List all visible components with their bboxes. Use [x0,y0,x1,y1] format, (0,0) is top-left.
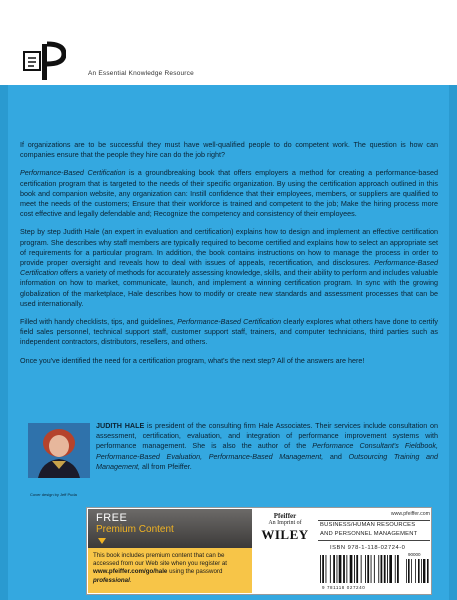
promo-text-c: . [129,576,132,584]
publisher-url: www.pfeiffer.com [390,511,430,517]
barcode-bar [337,555,338,583]
barcode-bar [339,555,342,583]
price-code: 90000 [408,552,421,557]
book-title-italic: Performance-Based Certification [177,317,282,327]
method-text-b: offers a variety of methods for accurately assessing knowledge, skills, and their ability to perform and includes valuable information on how to market, communicate, launch, and implement a winning certification program. In sync with the growing globalization of the marketplace, Hale describes how to modify or create new standards and assessment processes that can be used internationally. [20,268,438,308]
barcode-bar [371,555,372,583]
left-edge-strip [0,85,8,600]
barcode-bar [389,555,392,583]
isbn-barcode [318,553,430,587]
barcode-addon-bar [423,559,425,583]
book-description [20,140,438,373]
promo-password: professional [93,576,130,584]
overview-paragraph [20,168,438,219]
promo-text-b: using the password [167,568,223,576]
right-edge-strip [449,85,457,600]
barcode-bar [374,555,375,583]
features-text-a: Filled with handy checklists, tips, and guidelines, [20,317,178,327]
author-bio-text-a: is president of the consulting firm Hale Associates. Their services include consultation on assessment, certification, evaluation, and integration of performance improvement systems with performance management. She is also the author of the [96,421,438,451]
barcode-bar [326,555,327,583]
subject-line-2: AND PERSONNEL MANAGEMENT [320,531,418,537]
author-bio-text-c: all from Pfeiffer. [139,461,192,471]
promo-free-label: FREE [96,512,128,524]
barcode-bar [361,555,362,583]
closing-paragraph: Once you've identified the need for a certification program, what's the next step? All of the answers are here! [20,355,365,365]
barcode-bar [350,555,353,583]
author-photo [28,423,90,478]
features-text-b: clearly explores what others have done to certify field sales personnel, technical support staff, customer support staff, trainers, and computer technicians, third parties such as independent contractors, distributors, resellers, and others. [20,317,438,347]
barcode-bar [346,555,347,583]
barcode-bar [365,555,366,583]
barcode-bar [384,555,386,583]
down-arrow-icon [98,538,106,544]
series-tagline: An Essential Knowledge Resource [88,70,194,77]
subject-category [318,520,430,541]
barcode-bar [330,555,331,583]
book-title-italic: Performance-Based Certification [20,258,438,278]
method-paragraph [20,227,438,309]
promo-description [88,548,252,593]
barcode-bar [378,555,379,583]
isbn-number: ISBN 978-1-118-02724-0 [330,545,406,551]
barcode-addon-bar [427,559,429,583]
cover-design-credit: Cover design by Jeff Puda [30,492,77,497]
barcode-bar [333,555,335,583]
barcode-addon-bar [408,559,410,583]
barcode-addon-bar [421,559,422,583]
overview-text: is a groundbreaking book that offers employers a method for creating a performance-based certification program that is targeted to the needs of their specific organization. By using the certification approach outlined in this book and companion website, any organization can: Instill confidence that their employees, members, or suppliers are qualified to meet the needs of the customers; Ensure that their workforce is trained and competent to the job; Make the hiring process more cost effective and legally defendable and; Recognize the competency and consistency of their employees. [20,168,438,219]
promo-text-a: This book includes premium content that can be accessed from our Web site when you register at [93,552,228,568]
barcode-bar [356,555,358,583]
barcode-bar [354,555,355,583]
publisher-logo [257,510,313,570]
wiley-wordmark: WILEY [261,527,309,542]
barcode-addon-bar [418,559,420,583]
publisher-name: Pfeiffer [273,512,297,520]
publisher-imprint: An Imprint of [268,520,302,526]
barcode-addon-bar [415,559,416,583]
barcode-bar [320,555,321,583]
promo-title: Premium Content [96,524,174,535]
barcode-bar [343,555,345,583]
features-paragraph [20,317,438,348]
pfeiffer-logo-icon [22,38,66,82]
method-text-a: Step by step Judith Hale (an expert in evaluation and certification) explains how to design and implement an effective certification program. She describes why staff members are typically required to become certified and explains how to select an appropriate set of requirements for a particular program. In addition, the book contains instructions on how to manage the process in order to provide proper oversight and reveals how to deal with issues of appeals, recertification, and disclosures. [20,227,438,268]
author-books-italic-2: Outsourcing Training and Management, [96,451,438,471]
barcode-addon-bar [411,559,412,583]
promo-url: www.pfeiffer.com/go/hale [93,568,168,576]
subject-line-1: BUSINESS/HUMAN RESOURCES [320,522,416,528]
book-title-italic: Performance-Based Certification [20,168,126,178]
barcode-bar [381,555,383,583]
barcode-digits: 9 781118 027240 [322,585,366,590]
author-bio-text-b: and [323,451,349,461]
author-bio [96,421,438,472]
barcode-bar [395,555,396,583]
barcode-bar [387,555,388,583]
barcode-addon-bar [406,559,407,583]
author-books-italic: Performance Consultant's Fieldbook, Performance-Based Evaluation, Performance-Based Management, [96,441,438,461]
barcode-bar [397,555,399,583]
author-name: JUDITH HALE [96,421,145,430]
barcode-bar [322,555,324,583]
barcode-bar [367,555,369,583]
intro-paragraph: If organizations are to be successful they must have well-qualified people to do competent work. The question is how can companies ensure that the people they hire can do the job right? [20,140,438,160]
top-band [0,0,457,85]
